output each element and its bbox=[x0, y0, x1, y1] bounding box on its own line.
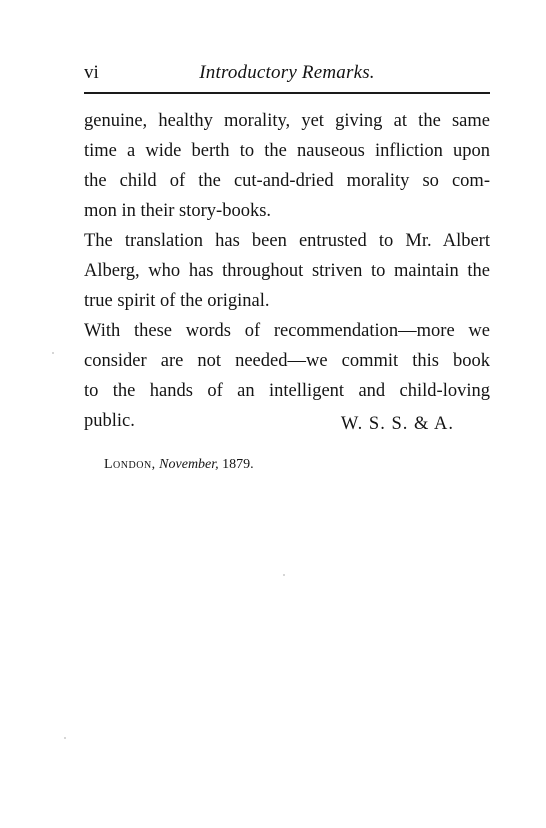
paper-speck bbox=[283, 574, 285, 576]
text-line: true spirit of the original. bbox=[84, 291, 270, 311]
dateline bbox=[104, 453, 254, 477]
header-rule bbox=[84, 92, 490, 94]
text-line: Alberg, who has throughout striven to maintain the bbox=[84, 261, 490, 281]
paragraph-1 bbox=[84, 106, 490, 226]
page-body bbox=[84, 106, 490, 436]
text-line: time a wide berth to the nauseous infliction upon bbox=[84, 141, 490, 161]
paper-speck bbox=[64, 737, 66, 739]
dateline-month: November, bbox=[159, 457, 219, 472]
text-line: to the hands of an intelligent and child-loving bbox=[84, 381, 490, 401]
text-line: public. bbox=[84, 411, 135, 431]
signature: W. S. S. & A. bbox=[340, 414, 454, 434]
running-head: Introductory Remarks. bbox=[199, 62, 375, 83]
page-number: vi bbox=[84, 62, 99, 83]
text-line: genuine, healthy morality, yet giving at the same bbox=[84, 111, 490, 131]
page-header bbox=[84, 58, 490, 88]
dateline-year: 1879. bbox=[222, 457, 254, 472]
text-line: mon in their story-books. bbox=[84, 201, 272, 221]
text-line: the child of the cut-and-dried morality so com- bbox=[84, 171, 490, 191]
paper-speck bbox=[52, 352, 54, 354]
paragraph-2 bbox=[84, 226, 490, 316]
dateline-place: London, bbox=[104, 457, 156, 472]
text-line: The translation has been entrusted to Mr. Albert bbox=[84, 231, 490, 251]
text-line: With these words of recommendation—more we bbox=[84, 321, 490, 341]
text-line: consider are not needed—we commit this book bbox=[84, 351, 490, 371]
